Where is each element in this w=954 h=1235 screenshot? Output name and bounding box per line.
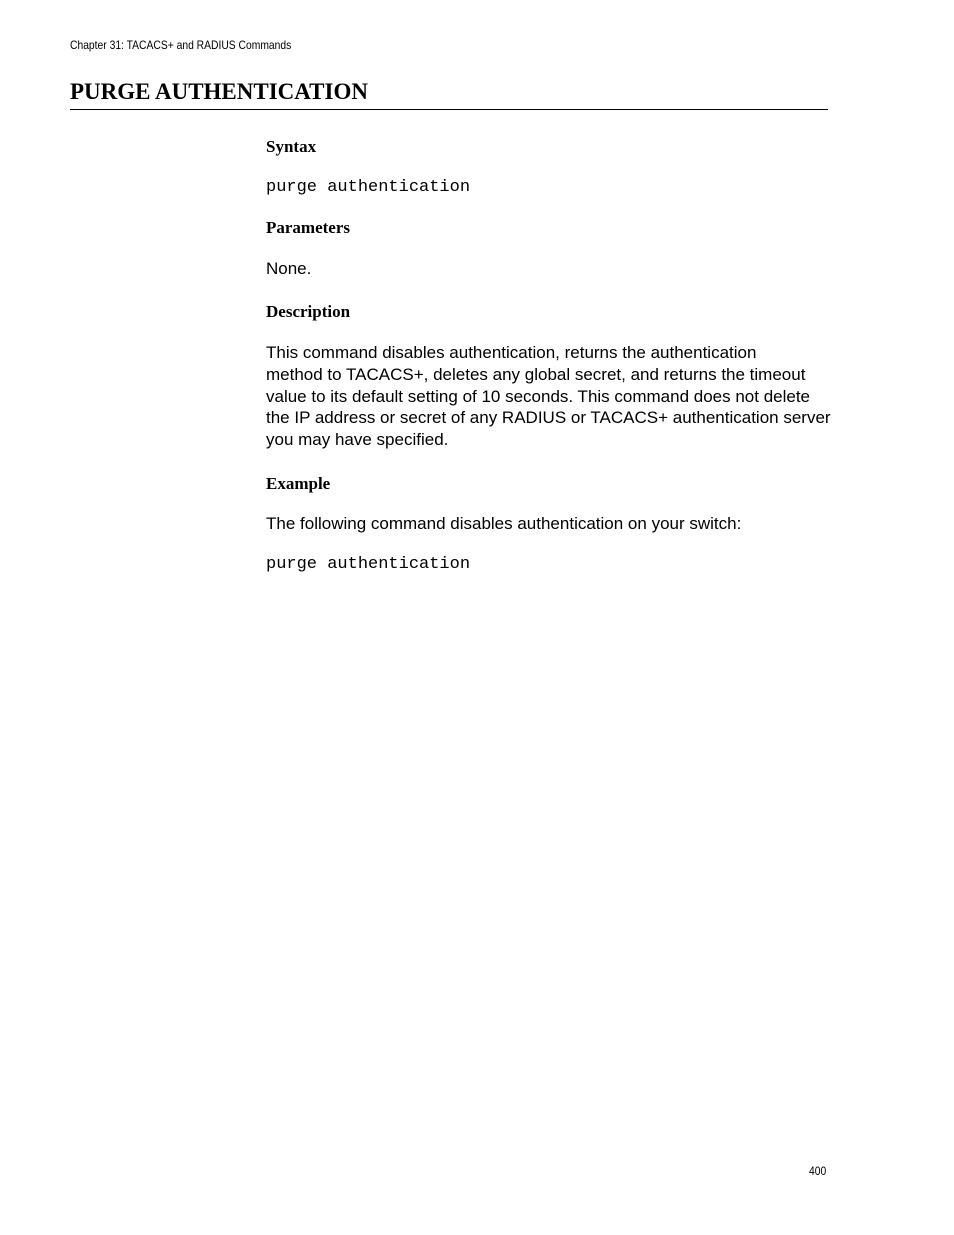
page-number: 400 bbox=[809, 1164, 827, 1178]
description-line: method to TACACS+, deletes any global secret, and returns the timeout bbox=[266, 364, 806, 384]
description-text bbox=[266, 342, 832, 451]
description-line: value to its default setting of 10 seconds. This command does not delete bbox=[266, 386, 811, 406]
description-line: the IP address or secret of any RADIUS or TACACS+ authentication server bbox=[266, 408, 831, 428]
example-heading: Example bbox=[266, 474, 331, 493]
syntax-code: purge authentication bbox=[266, 178, 471, 197]
description-line: This command disables authentication, returns the authentication bbox=[266, 343, 757, 362]
syntax-heading: Syntax bbox=[266, 137, 317, 156]
example-code: purge authentication bbox=[266, 555, 471, 574]
description-heading: Description bbox=[266, 302, 351, 321]
parameters-heading: Parameters bbox=[266, 218, 351, 237]
description-line: you may have specified. bbox=[266, 430, 449, 450]
example-text: The following command disables authentication on your switch: bbox=[266, 514, 742, 533]
page-title: PURGE AUTHENTICATION bbox=[70, 78, 828, 110]
running-header: Chapter 31: TACACS+ and RADIUS Commands bbox=[70, 38, 292, 52]
parameters-text: None. bbox=[266, 259, 312, 278]
